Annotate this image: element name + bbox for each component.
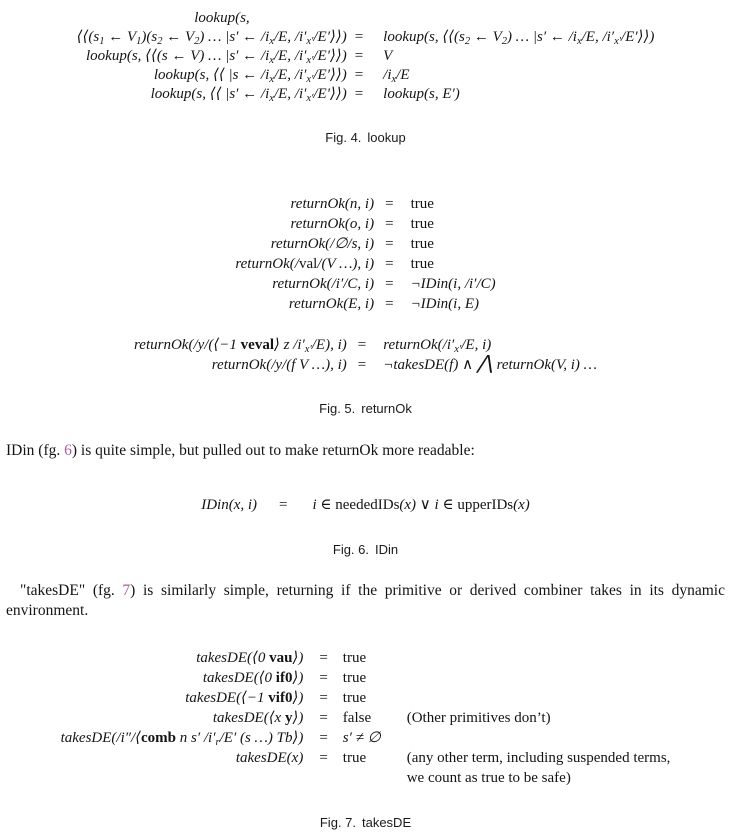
equation-lhs: returnOk(E, i) — [288, 296, 375, 312]
equation-row — [235, 294, 495, 314]
caption-title: IDin — [375, 542, 399, 557]
equation-rhs: ¬IDin(i, /i′/C) — [410, 276, 496, 292]
equation-rhs: lookup(s, E′) — [383, 86, 460, 102]
equals-sign: = — [354, 67, 364, 83]
equation-lhs: lookup(s, — [194, 10, 250, 26]
caption-label: Fig. 5. — [319, 401, 356, 416]
equals-sign: = — [279, 497, 288, 513]
caption-label: Fig. 4. — [325, 130, 362, 145]
equals-sign: = — [385, 236, 394, 252]
equation-row — [61, 668, 671, 688]
equals-sign — [347, 9, 383, 28]
figure-7-caption — [6, 815, 725, 830]
equation-rhs: $/i_x/E$ — [383, 67, 410, 85]
figure-4-caption — [6, 130, 725, 145]
equation-rhs: lookup(s, $⟨⟨(s_2$ ← $V_2$) … |s′ ← $/i_x/E$, $/i'_{x'}/E'⟩⟩$) — [383, 29, 655, 47]
equals-sign: = — [319, 690, 328, 706]
equals-sign: = — [385, 216, 394, 232]
equals-sign: = — [385, 296, 394, 312]
equation-row — [61, 708, 671, 728]
equation-lhs: lookup(s, ⟨⟨ |s′ ← $/i_x/E$, $/i'_{x'}/E'⟩⟩$) — [150, 86, 347, 104]
equation-row — [235, 254, 495, 274]
equation-rhs: true — [410, 236, 434, 252]
equation-rhs: true — [410, 216, 434, 232]
equation-rhs — [383, 9, 654, 28]
figure-5-caption — [6, 401, 725, 416]
caption-title: lookup — [367, 130, 406, 145]
equation-rhs: true — [342, 670, 367, 686]
equation-lhs: returnOk(/y/(⟨−1 veval⟩ z $/i'_{x'}/E$), i) — [134, 337, 347, 355]
equation-lhs: returnOk(/val/(V …), i) — [235, 256, 375, 272]
equation-lhs: takesDE(x) — [235, 750, 304, 766]
equals-sign: = — [319, 710, 328, 726]
equation-row — [134, 335, 597, 355]
equation-row — [77, 47, 655, 66]
takesde-equations — [61, 648, 671, 788]
equation-row — [61, 648, 671, 668]
equation-lhs: takesDE(/i″/⟨comb n s′ $/i'_r/E'$ (s …) Tb⟩) — [60, 730, 304, 748]
returnok-equations-recursive — [134, 335, 597, 375]
equation-row — [77, 66, 655, 85]
caption-title: returnOk — [361, 401, 412, 416]
figure-6-caption — [6, 542, 725, 557]
equation-note — [381, 648, 671, 668]
equation-lhs: takesDE(⟨−1 vif0⟩) — [185, 690, 304, 706]
equals-sign: = — [357, 337, 367, 353]
equation-lhs: IDin(x, i) — [201, 497, 258, 513]
returnok-equations-base — [235, 194, 495, 314]
equation-note — [381, 728, 671, 748]
equals-sign: = — [385, 256, 394, 272]
equation-row — [235, 274, 495, 294]
equation-rhs: true — [410, 196, 434, 212]
equation-lhs: $⟨⟨(s_1$ ← $V_1)(s_2$ ← $V_2$) … |s′ ← $/i_x/E$, $/i'_{x'}/E'⟩⟩$) — [76, 29, 347, 47]
equation-row — [134, 355, 597, 375]
equation-rhs: false — [342, 710, 372, 726]
equals-sign: = — [354, 86, 364, 102]
equation-row — [61, 728, 671, 748]
equation-rhs: i ∈ neededIDs(x) ∨ i ∈ upperIDs(x) — [312, 497, 530, 513]
figure-ref-link[interactable]: 6 — [64, 442, 72, 459]
equation-rhs: ¬takesDE(f) ∧ ⋀ returnOk(V, i) … — [383, 353, 597, 374]
equation-row — [77, 28, 655, 47]
equation-lhs: takesDE(⟨x y⟩) — [212, 710, 304, 726]
equation-note — [381, 688, 671, 708]
equals-sign: = — [354, 48, 364, 64]
lookup-equations — [77, 9, 655, 104]
equation-row — [235, 214, 495, 234]
equation-row — [61, 688, 671, 708]
equation-lhs: takesDE(⟨0 vau⟩) — [196, 650, 304, 666]
equation-row — [235, 194, 495, 214]
figure-7-takesde — [6, 648, 725, 830]
caption-label: Fig. 6. — [332, 542, 369, 557]
caption-title: takesDE — [361, 815, 412, 830]
equation-rhs: true — [342, 690, 367, 706]
equation-note: (Other primitives don’t) — [406, 710, 551, 726]
equation-lhs: returnOk(n, i) — [290, 196, 375, 212]
equation-row — [61, 748, 671, 788]
equation-row — [235, 234, 495, 254]
paragraph-takesde-intro: "takesDE" (fg. 7) is similarly simple, returning if the primitive or derived combiner takes in its dynamic environment. — [6, 582, 725, 619]
equals-sign: = — [354, 29, 364, 45]
equals-sign: = — [357, 357, 367, 373]
equals-sign: = — [319, 730, 328, 746]
figure-6-idin — [6, 495, 725, 557]
equation-lhs: lookup(s, ⟨⟨(s ← V) … |s′ ← $/i_x/E$, $/i'_{x'}/E'⟩⟩$) — [86, 48, 347, 66]
equation-lhs: takesDE(⟨0 if0⟩) — [202, 670, 304, 686]
equation-rhs: true — [342, 750, 367, 766]
equals-sign: = — [319, 650, 328, 666]
equation-rhs: V — [383, 48, 393, 64]
equals-sign: = — [385, 276, 394, 292]
equation-rhs: $returnOk(/i'_{x'}/E$, i) — [383, 337, 492, 355]
equals-sign: = — [385, 196, 394, 212]
figure-5-returnok — [6, 194, 725, 416]
equation-rhs: ¬IDin(i, E) — [410, 296, 479, 312]
idin-equation — [201, 495, 530, 515]
equation-lhs: lookup(s, ⟨⟨ |s ← $/i_x/E$, $/i'_{x'}/E'⟩⟩$) — [153, 67, 347, 85]
equation-lhs: returnOk(/∅/s, i) — [270, 236, 375, 252]
equation-lhs: returnOk(/i′/C, i) — [272, 276, 375, 292]
equation-rhs: true — [342, 650, 367, 666]
equation-lhs: returnOk(/y/(f V …), i) — [211, 357, 347, 373]
equals-sign: = — [319, 750, 328, 766]
figure-4-lookup — [6, 9, 725, 145]
paragraph-idin-intro: IDin (fg. 6) is quite simple, but pulled out to make returnOk more readable: — [6, 442, 475, 459]
equals-sign: = — [319, 670, 328, 686]
equation-rhs: s′ ≠ ∅ — [342, 730, 381, 746]
figure-ref-link[interactable]: 7 — [122, 582, 131, 599]
equation-row — [201, 495, 530, 515]
equation-row — [77, 85, 655, 104]
equation-note — [381, 668, 671, 688]
equation-row — [77, 9, 655, 28]
equation-rhs: true — [410, 256, 434, 272]
equation-note: (any other term, including suspended terms, we count as true to be safe) — [406, 750, 671, 786]
caption-label: Fig. 7. — [319, 815, 356, 830]
equation-lhs: returnOk(o, i) — [290, 216, 375, 232]
